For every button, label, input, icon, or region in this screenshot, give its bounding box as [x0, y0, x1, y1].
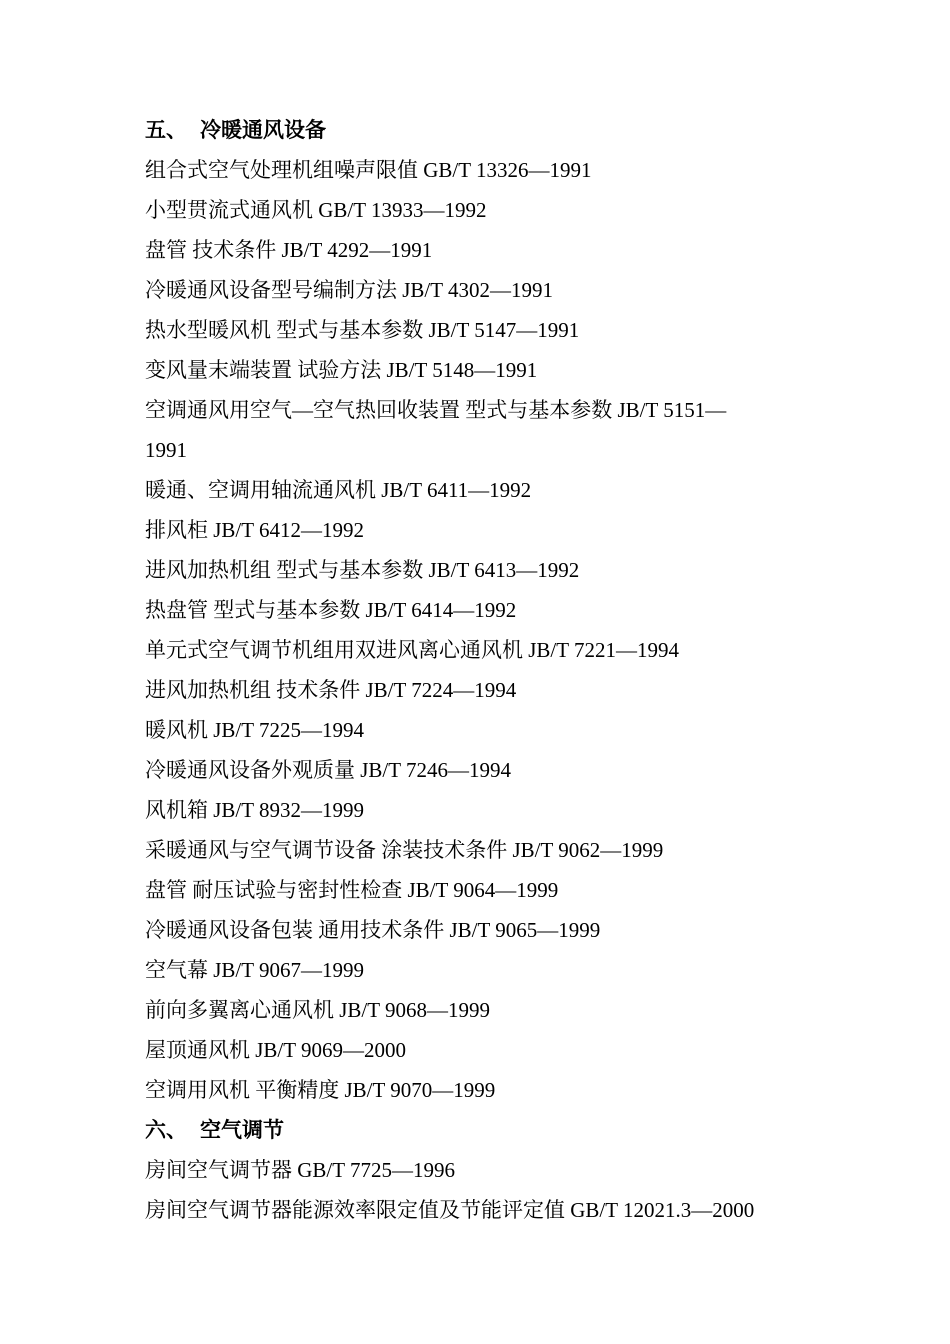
standard-item: 组合式空气处理机组噪声限值 GB/T 13326—1991 [145, 158, 592, 182]
section-title: 冷暖通风设备 [200, 118, 326, 142]
standard-item: 热水型暖风机 型式与基本参数 JB/T 5147—1991 [145, 318, 580, 342]
section-title: 空气调节 [200, 1118, 284, 1142]
standard-item: 房间空气调节器 GB/T 7725—1996 [145, 1158, 455, 1182]
standard-item: 冷暖通风设备包装 通用技术条件 JB/T 9065—1999 [145, 918, 601, 942]
standard-item: 冷暖通风设备型号编制方法 JB/T 4302—1991 [145, 278, 553, 302]
section-heading-5 [145, 110, 825, 150]
standard-item: 前向多翼离心通风机 JB/T 9068—1999 [145, 998, 490, 1022]
section-number: 六、 [145, 1118, 187, 1142]
standard-item: 单元式空气调节机组用双进风离心通风机 JB/T 7221—1994 [145, 638, 679, 662]
standard-item: 排风柜 JB/T 6412—1992 [145, 518, 364, 542]
standard-item: 屋顶通风机 JB/T 9069—2000 [145, 1038, 406, 1062]
standard-item: 变风量末端装置 试验方法 JB/T 5148—1991 [145, 358, 538, 382]
standard-item: 暖风机 JB/T 7225—1994 [145, 718, 364, 742]
standard-item: 进风加热机组 型式与基本参数 JB/T 6413—1992 [145, 558, 580, 582]
standard-item: 小型贯流式通风机 GB/T 13933—1992 [145, 198, 487, 222]
section-number: 五、 [145, 118, 187, 142]
standard-item: 盘管 技术条件 JB/T 4292—1991 [145, 238, 433, 262]
standard-item: 暖通、空调用轴流通风机 JB/T 6411—1992 [145, 478, 532, 502]
standard-item: 空调用风机 平衡精度 JB/T 9070—1999 [145, 1078, 496, 1102]
standard-item: 风机箱 JB/T 8932—1999 [145, 798, 364, 822]
standard-item: 热盘管 型式与基本参数 JB/T 6414—1992 [145, 598, 517, 622]
document-page [145, 110, 825, 1230]
standard-item: 采暖通风与空气调节设备 涂装技术条件 JB/T 9062—1999 [145, 838, 664, 862]
standard-item: 房间空气调节器能源效率限定值及节能评定值 GB/T 12021.3—2000 [145, 1198, 755, 1222]
standard-item: 盘管 耐压试验与密封性检查 JB/T 9064—1999 [145, 878, 559, 902]
standard-item: 空气幕 JB/T 9067—1999 [145, 958, 364, 982]
standard-item-continuation: 1991 [145, 438, 187, 462]
section-heading-6 [145, 1110, 825, 1150]
standard-item: 进风加热机组 技术条件 JB/T 7224—1994 [145, 678, 517, 702]
standard-item: 空调通风用空气—空气热回收装置 型式与基本参数 JB/T 5151— [145, 398, 727, 422]
standard-item: 冷暖通风设备外观质量 JB/T 7246—1994 [145, 758, 511, 782]
